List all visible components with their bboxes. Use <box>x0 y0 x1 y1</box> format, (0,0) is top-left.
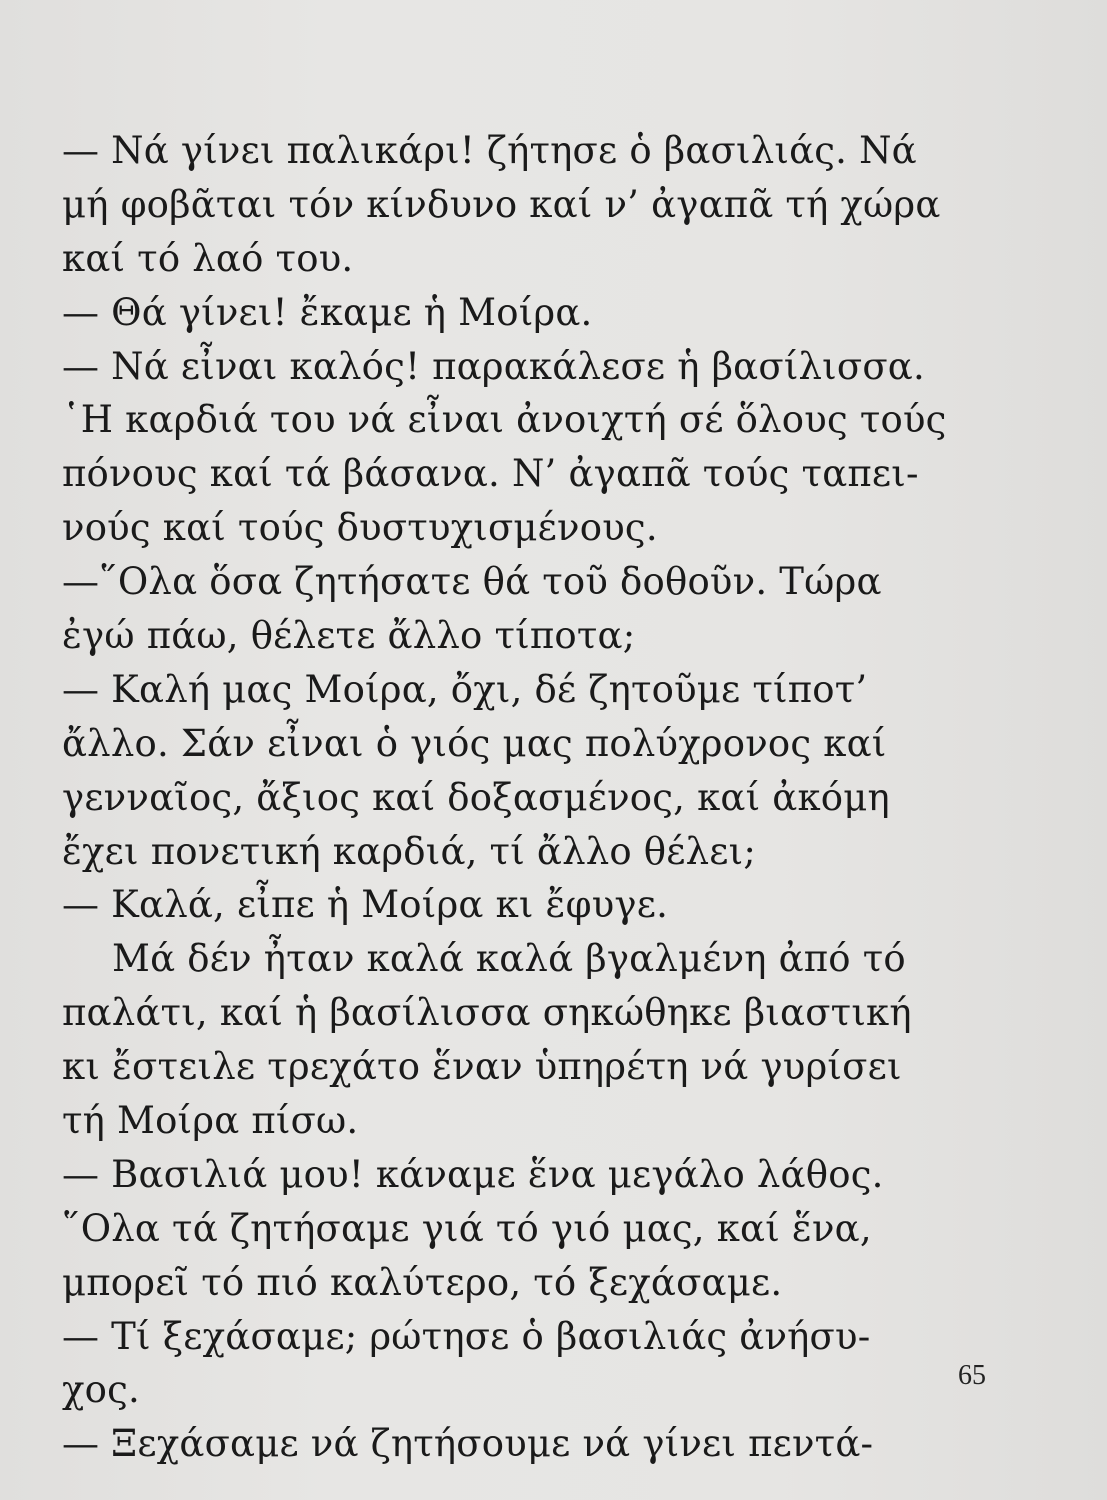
text-line: μή φοβᾶται τόν κίνδυνο καί ν’ ἀγαπᾶ τή χώρα <box>62 182 941 226</box>
text-line: παλάτι, καί ἡ βασίλισσα σηκώθηκε βιαστική <box>62 991 912 1035</box>
text-line: — Καλή μας Μοίρα, ὄχι, δέ ζητοῦμε τίποτ’ <box>62 667 868 711</box>
text-line: — Νά γίνει παλικάρι! ζήτησε ὁ βασιλιάς. Νά <box>62 129 917 172</box>
text-line: — Θά γίνει! ἔκαμε ἡ Μοίρα. <box>62 290 593 334</box>
text-line: τή Μοίρα πίσω. <box>62 1099 359 1143</box>
text-line: ῾Η καρδιά του νά εἶναι ἀνοιχτή σέ ὅλους τούς <box>62 398 947 442</box>
text-line: ἐγώ πάω, θέλετε ἄλλο τίποτα; <box>62 614 636 658</box>
text-line: ῞Ολα τά ζητήσαμε γιά τό γιό μας, καί ἕνα, <box>62 1206 872 1250</box>
text-line: — Καλά, εἶπε ἡ Μοίρα κι ἔφυγε. <box>62 883 669 927</box>
text-line: ἄλλο. Σάν εἶναι ὁ γιός μας πολύχρονος καί <box>62 721 887 765</box>
text-line: — Νά εἶναι καλός! παρακάλεσε ἡ βασίλισσα. <box>62 344 925 388</box>
page-number: 65 <box>958 1360 986 1391</box>
text-line: πόνους καί τά βάσανα. Ν’ ἀγαπᾶ τούς ταπει- <box>62 452 919 496</box>
text-line: γενναῖος, ἄξιος καί δοξασμένος, καί ἀκόμη <box>62 775 890 819</box>
text-line: — Βασιλιά μου! κάναμε ἕνα μεγάλο λάθος. <box>62 1152 884 1196</box>
text-line: καί τό λαό του. <box>62 236 354 280</box>
text-line: — Τί ξεχάσαμε; ρώτησε ὁ βασιλιάς ἀνήσυ- <box>62 1314 871 1358</box>
text-line: νούς καί τούς δυστυχισμένους. <box>62 506 658 550</box>
text-line: μπορεῖ τό πιό καλύτερο, τό ξεχάσαμε. <box>62 1260 783 1304</box>
text-line: ἔχει πονετική καρδιά, τί ἄλλο θέλει; <box>62 829 757 873</box>
text-line: Μά δέν ἦταν καλά καλά βγαλμένη ἀπό τό <box>112 937 906 981</box>
text-line: — Ξεχάσαμε νά ζητήσουμε νά γίνει πεντά- <box>62 1422 874 1466</box>
text-line: —῞Ολα ὅσα ζητήσατε θά τοῦ δοθοῦν. Τώρα <box>62 560 882 604</box>
text-line: χος. <box>62 1368 140 1412</box>
body-text <box>62 124 947 1471</box>
text-line: κι ἔστειλε τρεχάτο ἕναν ὑπηρέτη νά γυρίσει <box>62 1045 902 1089</box>
